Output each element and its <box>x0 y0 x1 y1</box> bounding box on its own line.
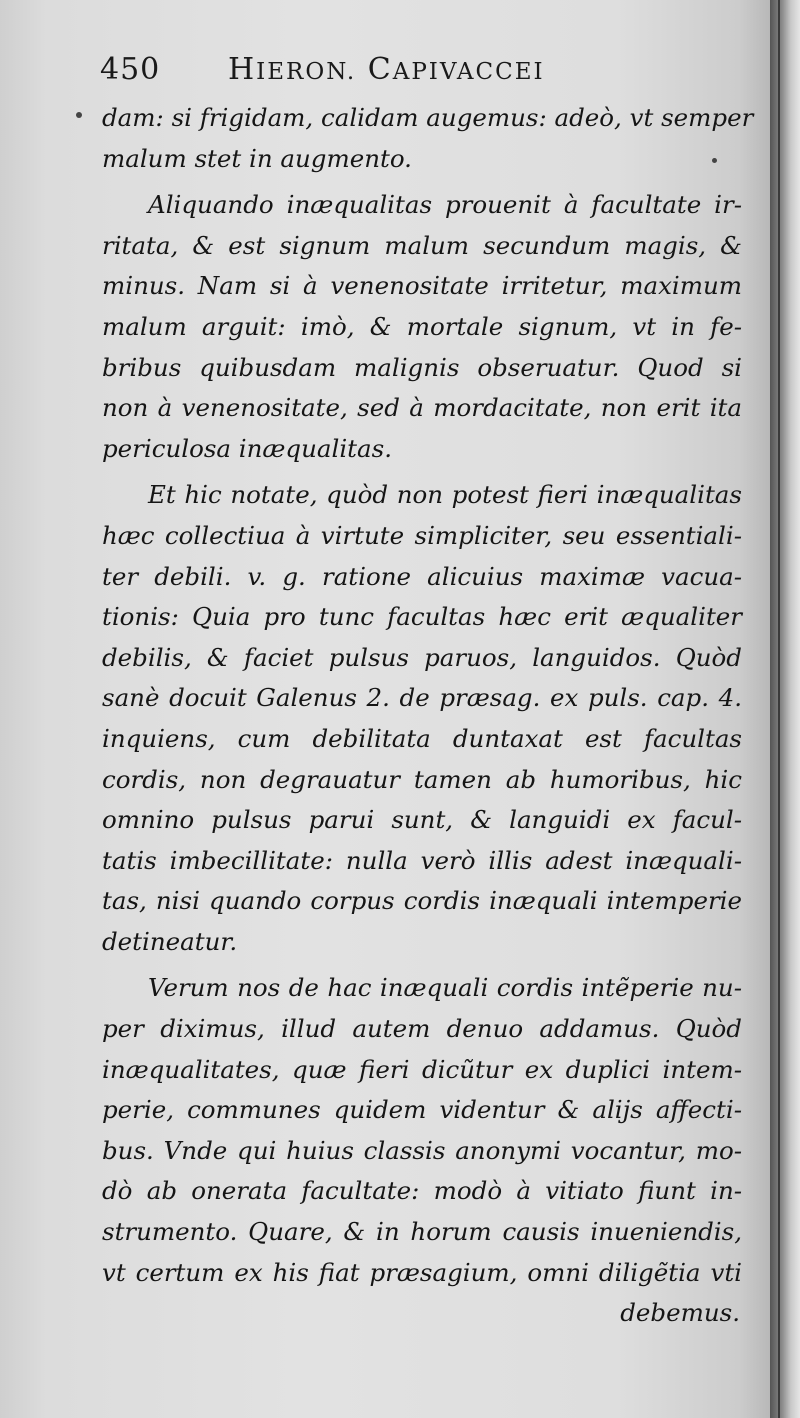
running-head <box>100 52 660 96</box>
author-first-name: HIERON. <box>228 52 357 87</box>
text-line: tas, nisi quando corpus cordis inæquali intemperie <box>102 886 742 916</box>
text-line: inæqualitates, quæ fieri dicũtur ex duplici intem- <box>102 1054 742 1084</box>
text-line: inquiens, cum debilitata duntaxat est facultas <box>102 723 742 753</box>
text-line: hæc collectiua à virtute simpliciter, seu essentiali- <box>102 520 742 550</box>
book-page-edge <box>770 0 800 1418</box>
text-line: ritata, & est signum malum secundum magis, & <box>102 230 742 260</box>
text-line: tatis imbecillitate: nulla verò illis adest inæquali- <box>102 845 742 875</box>
text-line: tionis: Quia pro tunc facultas hæc erit æqualiter <box>102 602 742 632</box>
text-line: vt certum ex his fiat præsagium, omni diligẽtia vti <box>102 1257 742 1287</box>
text-line: ter debili. v. g. ratione alicuius maximæ vacua- <box>102 561 742 591</box>
text-line: bribus quibusdam malignis obseruatur. Quod si <box>102 352 742 382</box>
text-line: debilis, & faciet pulsus paruos, languidos. Quòd <box>102 642 742 672</box>
text-line-catchword: debemus. <box>620 1298 740 1328</box>
body-text <box>102 98 754 1334</box>
text-line: bus. Vnde qui huius classis anonymi vocantur, mo- <box>102 1135 742 1165</box>
author-last-name: CAPIVACCEI <box>367 52 545 87</box>
text-line: dò ab onerata facultate: modò à vitiato fiunt in- <box>102 1176 742 1206</box>
text-line: dam: si frigidam, calidam augemus: adeò, vt semper <box>102 103 754 132</box>
text-line: Aliquando inæqualitas prouenit à facultate ir- <box>148 190 742 220</box>
ink-speck <box>76 112 82 118</box>
text-line: detineatur. <box>102 926 238 956</box>
page-number: 450 <box>100 52 161 87</box>
text-line: per diximus, illud autem denuo addamus. Quòd <box>102 1014 742 1044</box>
text-line: malum stet in augmento. <box>102 143 412 173</box>
text-line: cordis, non degrauatur tamen ab humoribus, hic <box>102 764 742 794</box>
text-line: malum arguit: imò, & mortale signum, vt in fe- <box>102 311 742 341</box>
text-line: Verum nos de hac inæquali cordis intẽperie nu- <box>148 973 742 1003</box>
text-line: sanè docuit Galenus 2. de præsag. ex puls. cap. 4. <box>102 683 742 713</box>
text-line: omnino pulsus parui sunt, & languidi ex facul- <box>102 805 742 835</box>
text-line: periculosa inæqualitas. <box>102 433 392 463</box>
text-line: non à venenositate, sed à mordacitate, non erit ita <box>102 393 742 423</box>
text-line: perie, communes quidem videntur & alijs affecti- <box>102 1095 742 1125</box>
text-line: strumento. Quare, & in horum causis inueniendis, <box>102 1217 742 1247</box>
author-name <box>228 52 545 87</box>
text-line: minus. Nam si à venenositate irritetur, maximum <box>102 271 742 301</box>
book-binding-line <box>778 0 780 1418</box>
text-line: Et hic notate, quòd non potest fieri inæqualitas <box>148 480 742 510</box>
